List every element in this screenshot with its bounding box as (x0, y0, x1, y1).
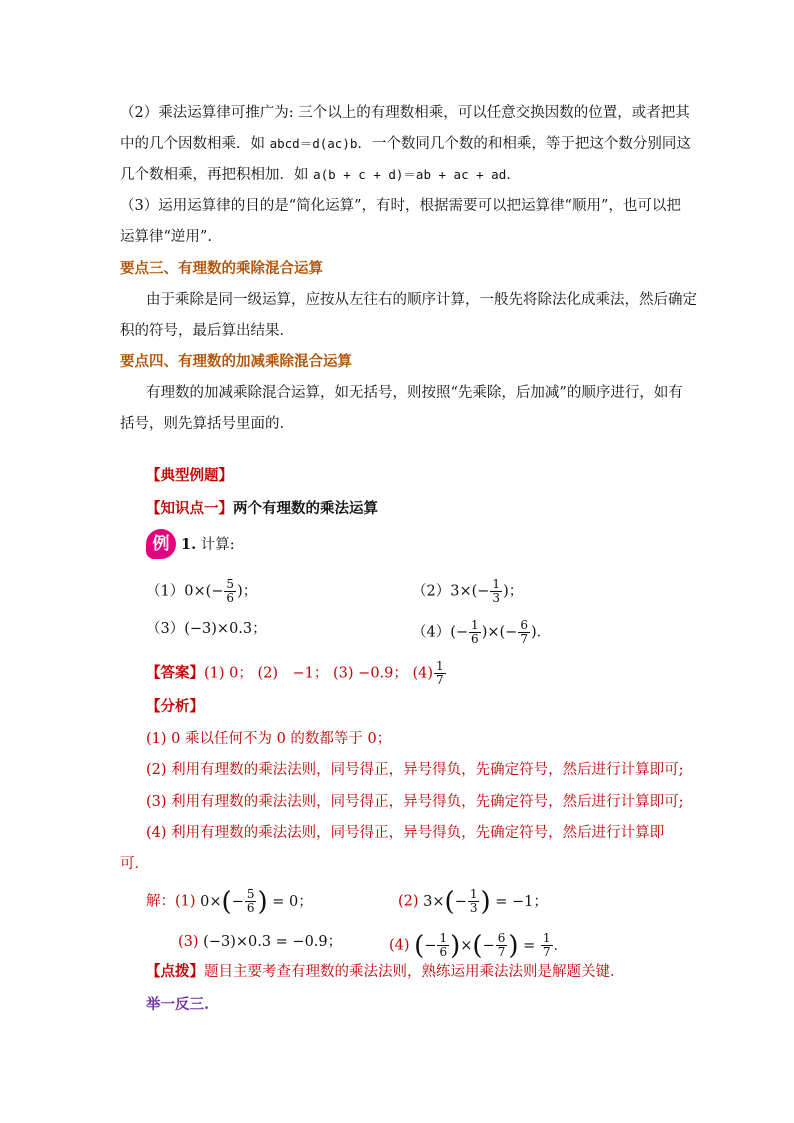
fraction: $\frac{1}{7}$ (436, 659, 444, 687)
sol-num: (2) (398, 893, 419, 910)
sol-expr: 0× (200, 893, 222, 910)
sol-expr: (−3)×0.3 = −0.9； (203, 934, 343, 950)
para-2-line-1: （2）乘法运算律可推广为: 三个以上的有理数相乘，可以任意交换因数的位置，或者把其 (120, 105, 690, 121)
fraction: $\frac{5}{6}$ (226, 577, 235, 605)
typical-examples-heading: 【典型例题】 (146, 467, 233, 484)
q-label: （3） (146, 621, 185, 637)
q-expr: 0×(− (184, 583, 224, 600)
sol-end: ． (553, 937, 569, 954)
fraction: $\frac{6}{7}$ (520, 618, 528, 646)
answer-label: 【答案】 (146, 664, 204, 682)
point-4-line-2: 括号，则先算括号里面的． (120, 416, 294, 432)
text: 中的几个因数相乘．如 (120, 136, 270, 152)
analysis-step-1: (1) 0 乘以任何不为 0 的数都等于 0； (146, 731, 392, 747)
solution-row-1a: 解：(1) 0×(− $\frac{5}{6}$ ) = 0； (146, 886, 313, 917)
sol-num: (1) (175, 893, 196, 910)
example-number: 1. (181, 536, 197, 553)
q-expr-end: )； (237, 583, 258, 600)
q-label: （4） (412, 624, 451, 641)
question-1 (146, 578, 257, 605)
point-3-line-2: 积的符号，最后算出结果． (120, 323, 294, 339)
fraction: $\frac{1}{6}$ (471, 618, 479, 646)
sol-result: = −1； (495, 893, 548, 910)
q-expr-mid: )×(− (481, 624, 518, 641)
example-label: 计算: (200, 537, 235, 553)
heading-point-3: 要点三、有理数的乘除混合运算 (120, 260, 323, 277)
formula: a(b + c + d)＝ab + ac + ad (313, 167, 507, 182)
sol-expr: 3× (423, 893, 445, 910)
answer-1: (1) 0； (204, 665, 253, 682)
fraction: $\frac{5}{6}$ (246, 887, 255, 915)
fraction: $\frac{1}{3}$ (492, 577, 501, 605)
sol-num: (4) (389, 937, 410, 954)
sol-result: = 0； (272, 893, 313, 910)
para-2-line-3 (120, 165, 521, 185)
fraction: $\frac{1}{6}$ (439, 931, 448, 959)
answer-line (146, 660, 447, 687)
solution-row-2a (178, 932, 342, 952)
question-4 (412, 619, 551, 646)
knowledge-point-1 (146, 499, 378, 519)
analysis-step-4: (4) 利用有理数的乘法法则，同号得正，异号得负，先确定符号，然后进行计算即 (146, 825, 665, 841)
point-4-line-1: 有理数的加减乘除混合运算，如无括号，则按照“先乘除，后加减”的顺序进行，如有 (146, 385, 683, 401)
text: ．一个数同几个数的和相乘，等于把这个数分别同这 (357, 136, 691, 152)
analysis-step-3: (3) 利用有理数的乘法法则，同号得正，异号得负，先确定符号，然后进行计算即可; (146, 794, 684, 810)
fraction: $\frac{1}{3}$ (469, 887, 478, 915)
example-1-title (181, 535, 235, 555)
para-3-line-1: （3）运用运算律的目的是“简化运算”，有时，根据需要可以把运算律“顺用”，也可以把 (120, 198, 681, 214)
tip-text: 题目主要考查有理数的乘法法则，熟练运用乘法法则是解题关键． (204, 964, 625, 980)
answer-4: (4) (412, 665, 434, 682)
sol-num: (3) (178, 934, 199, 950)
solution-label: 解： (146, 893, 175, 910)
bracket-label: 【知识点一】 (146, 500, 233, 517)
q-expr-end: )． (530, 624, 552, 641)
answer-3: (3) −0.9； (333, 665, 408, 682)
question-3 (146, 619, 267, 639)
analysis-label: 【分析】 (146, 698, 204, 715)
analysis-step-2: (2) 利用有理数的乘法法则，同号得正，异号得负，先确定符号，然后进行计算即可; (146, 762, 684, 778)
solution-row-2b: (4) (− $\frac{1}{6}$ )×(− $\frac{6}{7}$ ) = $\frac{1}{7}$ ． (389, 930, 569, 961)
fraction: $\frac{6}{7}$ (497, 931, 506, 959)
answer-2: (2) −1； (257, 665, 329, 682)
point-3-line-1: 由于乘除是同一级运算，应按从左往右的顺序计算，一般先将除法化成乘法，然后确定 (146, 292, 697, 308)
heading-point-4: 要点四、有理数的加减乘除混合运算 (120, 353, 352, 370)
q-expr-end: )； (503, 583, 524, 600)
q-expr: (− (450, 624, 469, 641)
fraction: $\frac{1}{7}$ (542, 931, 551, 959)
q-label: （2） (412, 583, 451, 600)
para-2-line-2 (120, 134, 691, 154)
text: 几个数相乘，再把积相加．如 (120, 167, 314, 183)
para-3-line-2: 运算律“逆用”. (120, 229, 212, 245)
kp-title: 两个有理数的乘法运算 (233, 500, 378, 517)
example-badge-icon: 例 (146, 529, 176, 559)
text: ． (506, 167, 521, 183)
analysis-step-4-cont: 可． (120, 856, 149, 872)
formula: abcd＝d(ac)b (269, 136, 358, 151)
tip-label: 【点拨】 (146, 963, 204, 980)
q-label: （1） (146, 583, 185, 600)
q-expr: (−3)×0.3； (184, 621, 267, 637)
q-expr: 3×(− (450, 583, 490, 600)
question-2 (412, 578, 523, 605)
tip-line (146, 962, 625, 982)
solution-row-1b: (2) 3×(− $\frac{1}{3}$ ) = −1； (398, 886, 548, 917)
practice-heading: 举一反三. (146, 996, 210, 1013)
